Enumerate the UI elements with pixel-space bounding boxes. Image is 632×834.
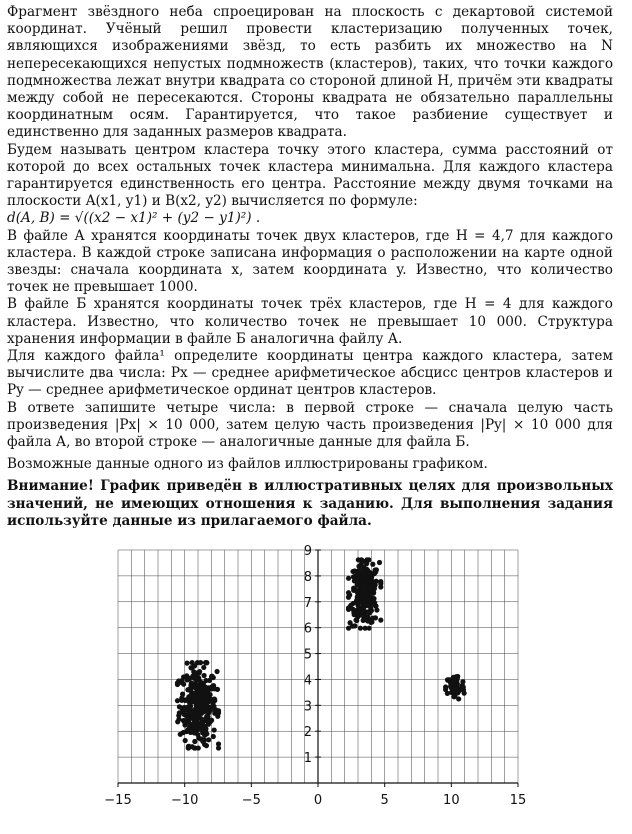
y-tick-label: 7 [303, 595, 312, 611]
data-point [183, 738, 188, 743]
data-point [346, 576, 351, 581]
data-point [373, 603, 378, 608]
data-point [361, 565, 366, 570]
data-point [204, 743, 209, 748]
data-point [192, 745, 197, 750]
x-tick-label: 0 [313, 793, 323, 808]
data-point [180, 708, 185, 713]
data-point [451, 677, 456, 682]
data-point [194, 725, 199, 730]
data-point [367, 578, 372, 583]
paragraph-task: Для каждого файла¹ определите координаты центра каждого кластера, затем вычислите два числа: Px — среднее арифметическое абсцисс центров кластеров и Py — среднее арифметическое ординат центров кластеров. [7, 348, 613, 399]
x-tick-label: −15 [104, 793, 132, 808]
data-point [366, 609, 371, 614]
data-point [361, 588, 366, 593]
data-point [346, 595, 351, 600]
data-point [366, 557, 371, 562]
data-point [352, 587, 357, 592]
data-point [212, 727, 217, 732]
data-point [350, 569, 355, 574]
data-point [361, 618, 366, 623]
scatter-chart [0, 540, 632, 830]
data-point [182, 719, 187, 724]
data-point [196, 712, 201, 717]
data-point [208, 707, 213, 712]
data-point [201, 673, 206, 678]
data-point [378, 618, 383, 623]
data-point [193, 684, 198, 689]
data-point [357, 595, 362, 600]
data-point [452, 682, 457, 687]
data-point [201, 665, 206, 670]
y-tick-label: 4 [303, 673, 312, 689]
data-point [200, 739, 205, 744]
data-point [370, 562, 375, 567]
data-point [179, 678, 184, 683]
data-point [361, 602, 366, 607]
data-point [204, 660, 209, 665]
paragraph-chart-note: Возможные данные одного из файлов иллюстрированы графиком. [7, 456, 488, 473]
data-point [175, 698, 180, 703]
data-point [366, 603, 371, 608]
data-point [357, 590, 362, 595]
data-point [378, 584, 383, 589]
y-tick-label: 3 [303, 699, 312, 715]
x-tick-label: 5 [380, 793, 389, 808]
data-point [368, 620, 373, 625]
data-point [198, 660, 203, 665]
paragraph-file-b: В файле Б хранятся координаты точек трёх кластеров, где H = 4 для каждого кластера. Известно, что количество точек не превышает 10 000. Структура хранения информации в файле Б аналогична файлу А. [7, 296, 613, 347]
data-point [198, 679, 203, 684]
y-tick-label: 2 [303, 725, 312, 741]
data-point [452, 694, 457, 699]
data-point [445, 678, 450, 683]
data-point [209, 674, 214, 679]
data-point [211, 734, 216, 739]
data-point [213, 709, 218, 714]
data-point [184, 677, 189, 682]
data-point [358, 626, 363, 631]
data-point [204, 695, 209, 700]
data-point [355, 610, 360, 615]
x-tick-label: −10 [170, 793, 199, 808]
data-point [352, 623, 357, 628]
data-point [216, 745, 221, 750]
paragraph-intro: Фрагмент звёздного неба спроецирован на плоскость с декартовой системой координат. Учёный решил провести кластеризацию полученных точек, являющихся изображениями звёзд, то есть разбить их множество на N непересекающихся непустых подмножеств (кластеров), таких, что точки каждого подмножества лежат внутри квадрата со стороной длиной H, причём эти квадраты между собой не пересекаются. Стороны квадрата не обязательно параллельны координатным осям. Гарантируется, что такое разбиение существует и единственно для заданных размеров квадрата. [7, 4, 613, 141]
data-point [194, 675, 199, 680]
data-point [360, 584, 365, 589]
paragraph-answer: В ответе запишите четыре числа: в первой строке — сначала целую часть произведения |Px| × 10 000, затем целую часть произведения |Py| × 10 000 для файла А, во второй строке — аналогичные данные для файла Б. [7, 399, 613, 451]
data-point [186, 744, 191, 749]
data-point [203, 726, 208, 731]
data-point [176, 717, 181, 722]
data-point [378, 579, 383, 584]
y-tick-label: 9 [303, 544, 312, 559]
distance-formula: d(A, B) = √((x2 − x1)² + (y2 − y1)²) . [7, 210, 261, 227]
data-point [184, 661, 189, 666]
y-tick-label: 6 [303, 621, 312, 637]
data-point [362, 570, 367, 575]
data-point [214, 669, 219, 674]
y-tick-label: 5 [303, 647, 312, 663]
data-point [206, 720, 211, 725]
data-point [460, 679, 465, 684]
data-point [189, 665, 194, 670]
paragraph-file-a: В файле А хранятся координаты точек двух кластеров, где H = 4,7 для каждого кластера. В каждой строке записана информация о расположении на карте одной звезды: сначала координата x, затем координата y. Известно, что количество точек не превышает 1000. [7, 227, 613, 296]
data-point [212, 698, 217, 703]
data-point [367, 626, 372, 631]
data-point [198, 722, 203, 727]
task-text [7, 4, 613, 530]
data-point [372, 586, 377, 591]
data-point [353, 618, 358, 623]
paragraph-center-definition: Будем называть центром кластера точку этого кластера, сумма расстояний от которой до всех остальных точек кластера минимальна. Для каждого кластера гарантируется единственность его центра. Расстояние между двумя точками на плоскости A(x1, y1) и B(x2, y2) вычисляется по формуле: [7, 141, 613, 210]
data-point [360, 608, 365, 613]
x-tick-label: 10 [443, 793, 460, 808]
data-point [192, 739, 197, 744]
data-point [212, 686, 217, 691]
data-point [348, 603, 353, 608]
data-point [461, 685, 466, 690]
data-point [367, 586, 372, 591]
data-point [188, 711, 193, 716]
data-point [189, 680, 194, 685]
data-point [197, 701, 202, 706]
chart-svg [0, 540, 632, 830]
data-point [204, 714, 209, 719]
data-point [367, 591, 372, 596]
y-tick-label: 1 [303, 751, 312, 767]
data-point [204, 731, 209, 736]
x-tick-label: 15 [509, 793, 527, 808]
data-point [372, 571, 377, 576]
x-tick-label: −5 [241, 793, 261, 808]
data-point [190, 660, 195, 665]
y-tick-label: 8 [303, 569, 312, 585]
data-point [445, 691, 450, 696]
data-point [355, 577, 360, 582]
data-point [356, 557, 361, 562]
data-point [187, 727, 192, 732]
data-point [197, 669, 202, 674]
data-point [188, 693, 193, 698]
data-point [196, 693, 201, 698]
paragraph-warning: Внимание! График приведён в иллюстративных целях для произвольных значений, не имеющих отношения к заданию. Для выполнения задания используйте данные из прилагаемого файла. [7, 478, 613, 529]
data-point [346, 590, 351, 595]
data-point [377, 560, 382, 565]
